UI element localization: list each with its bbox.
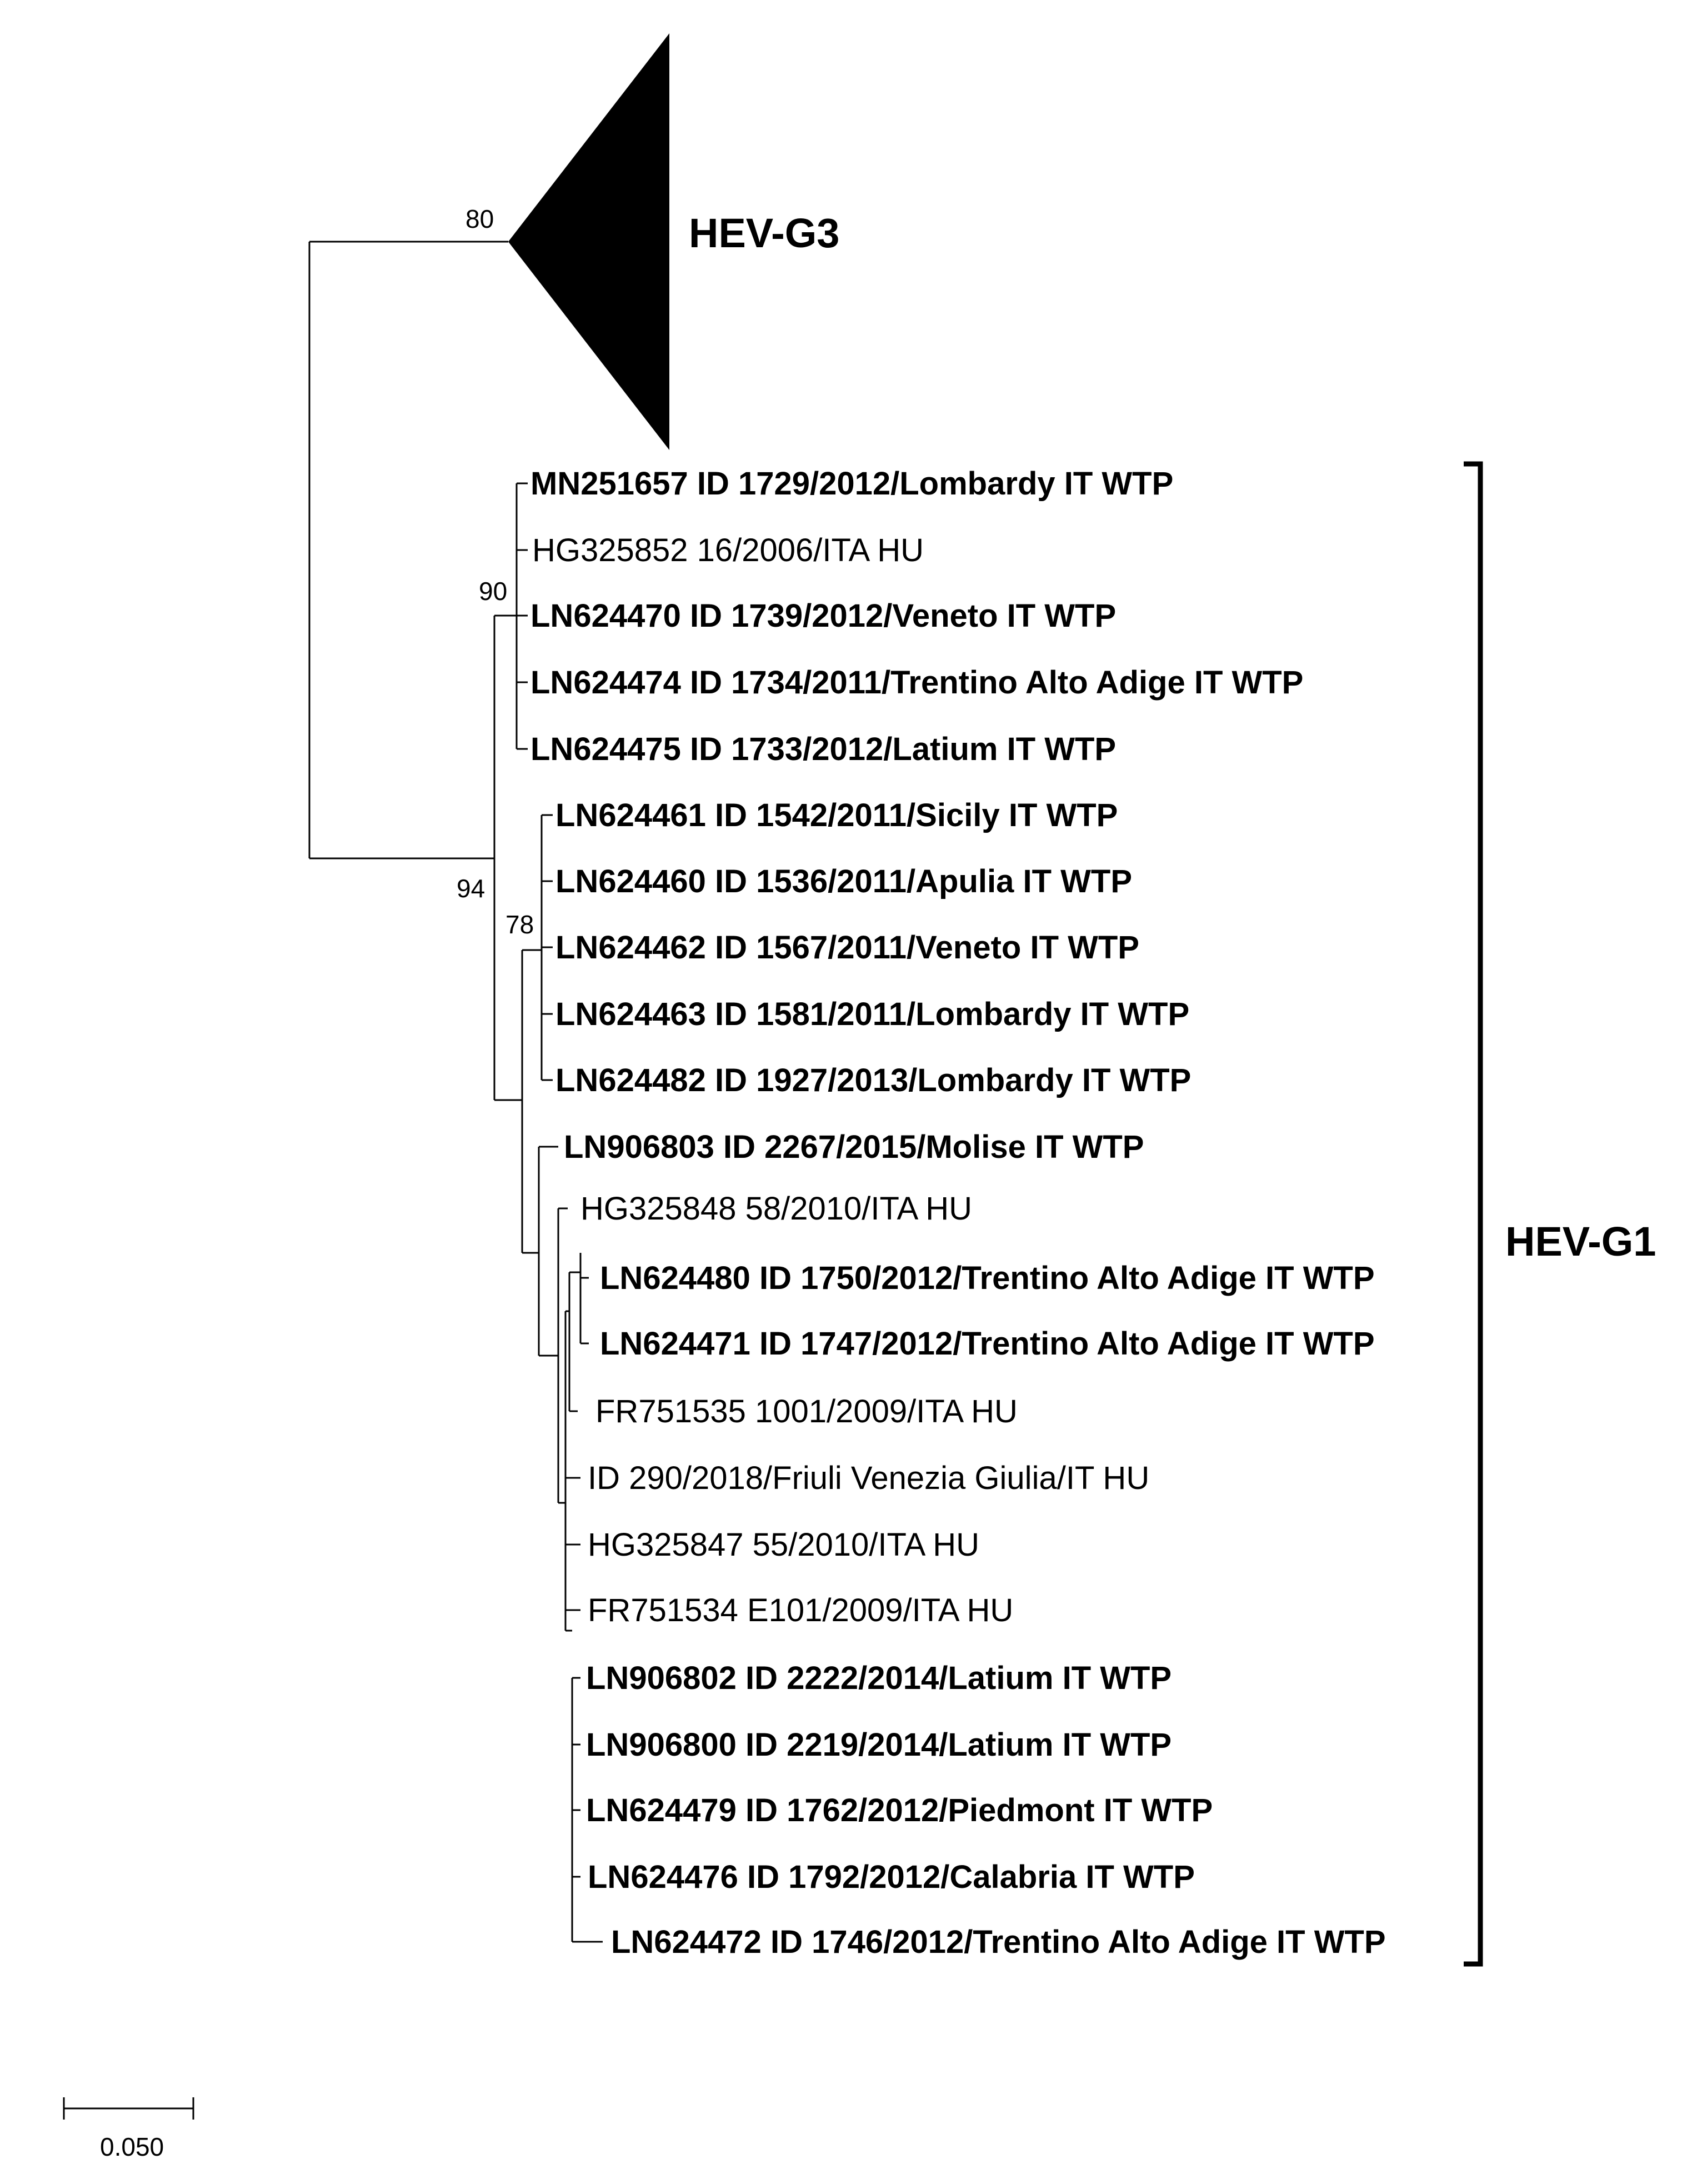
taxon-label-20: LN624479 ID 1762/2012/Piedmont IT WTP (586, 1792, 1213, 1828)
clade-bracket-g1 (1464, 464, 1480, 1964)
taxon-label-18: LN906802 ID 2222/2014/Latium IT WTP (586, 1660, 1172, 1696)
taxon-label-4: LN624475 ID 1733/2012/Latium IT WTP (530, 731, 1117, 767)
clade-label-g1: HEV-G1 (1505, 1218, 1656, 1265)
taxon-label-0: MN251657 ID 1729/2012/Lombardy IT WTP (530, 466, 1174, 502)
taxon-label-12: LN624480 ID 1750/2012/Trentino Alto Adige IT WTP (600, 1260, 1375, 1296)
taxon-label-16: HG325847 55/2010/ITA HU (588, 1527, 980, 1563)
support-values (457, 204, 534, 939)
support-value-subclade-a: 90 (479, 577, 508, 606)
collapsed-clade-g3 (508, 33, 669, 450)
scale-bar (64, 2097, 193, 2161)
taxon-label-1: HG325852 16/2006/ITA HU (532, 532, 924, 568)
support-value-g3: 80 (465, 204, 494, 233)
taxon-label-11: HG325848 58/2010/ITA HU (580, 1191, 973, 1227)
taxon-label-17: FR751534 E101/2009/ITA HU (588, 1592, 1014, 1628)
taxon-label-8: LN624463 ID 1581/2011/Lombardy IT WTP (555, 996, 1190, 1032)
taxon-label-10: LN906803 ID 2267/2015/Molise IT WTP (564, 1129, 1144, 1165)
support-value-g1: 94 (457, 874, 485, 903)
taxon-label-7: LN624462 ID 1567/2011/Veneto IT WTP (555, 929, 1139, 966)
taxon-label-22: LN624472 ID 1746/2012/Trentino Alto Adige IT WTP (611, 1924, 1386, 1960)
taxon-label-15: ID 290/2018/Friuli Venezia Giulia/IT HU (588, 1460, 1150, 1496)
clade-label-g3: HEV-G3 (689, 210, 840, 256)
taxon-label-3: LN624474 ID 1734/2011/Trentino Alto Adige IT WTP (530, 664, 1304, 701)
taxon-labels (530, 466, 1386, 1960)
taxon-label-14: FR751535 1001/2009/ITA HU (595, 1393, 1018, 1430)
taxon-label-19: LN906800 ID 2219/2014/Latium IT WTP (586, 1727, 1172, 1763)
taxon-label-21: LN624476 ID 1792/2012/Calabria IT WTP (588, 1859, 1195, 1895)
support-value-subclade-b: 78 (505, 910, 534, 939)
taxon-label-5: LN624461 ID 1542/2011/Sicily IT WTP (555, 797, 1118, 833)
taxon-label-13: LN624471 ID 1747/2012/Trentino Alto Adige IT WTP (600, 1326, 1375, 1362)
scale-bar-label: 0.050 (100, 2132, 164, 2161)
taxon-label-6: LN624460 ID 1536/2011/Apulia IT WTP (555, 863, 1133, 899)
taxon-label-9: LN624482 ID 1927/2013/Lombardy IT WTP (555, 1062, 1192, 1098)
taxon-label-2: LN624470 ID 1739/2012/Veneto IT WTP (530, 598, 1117, 634)
